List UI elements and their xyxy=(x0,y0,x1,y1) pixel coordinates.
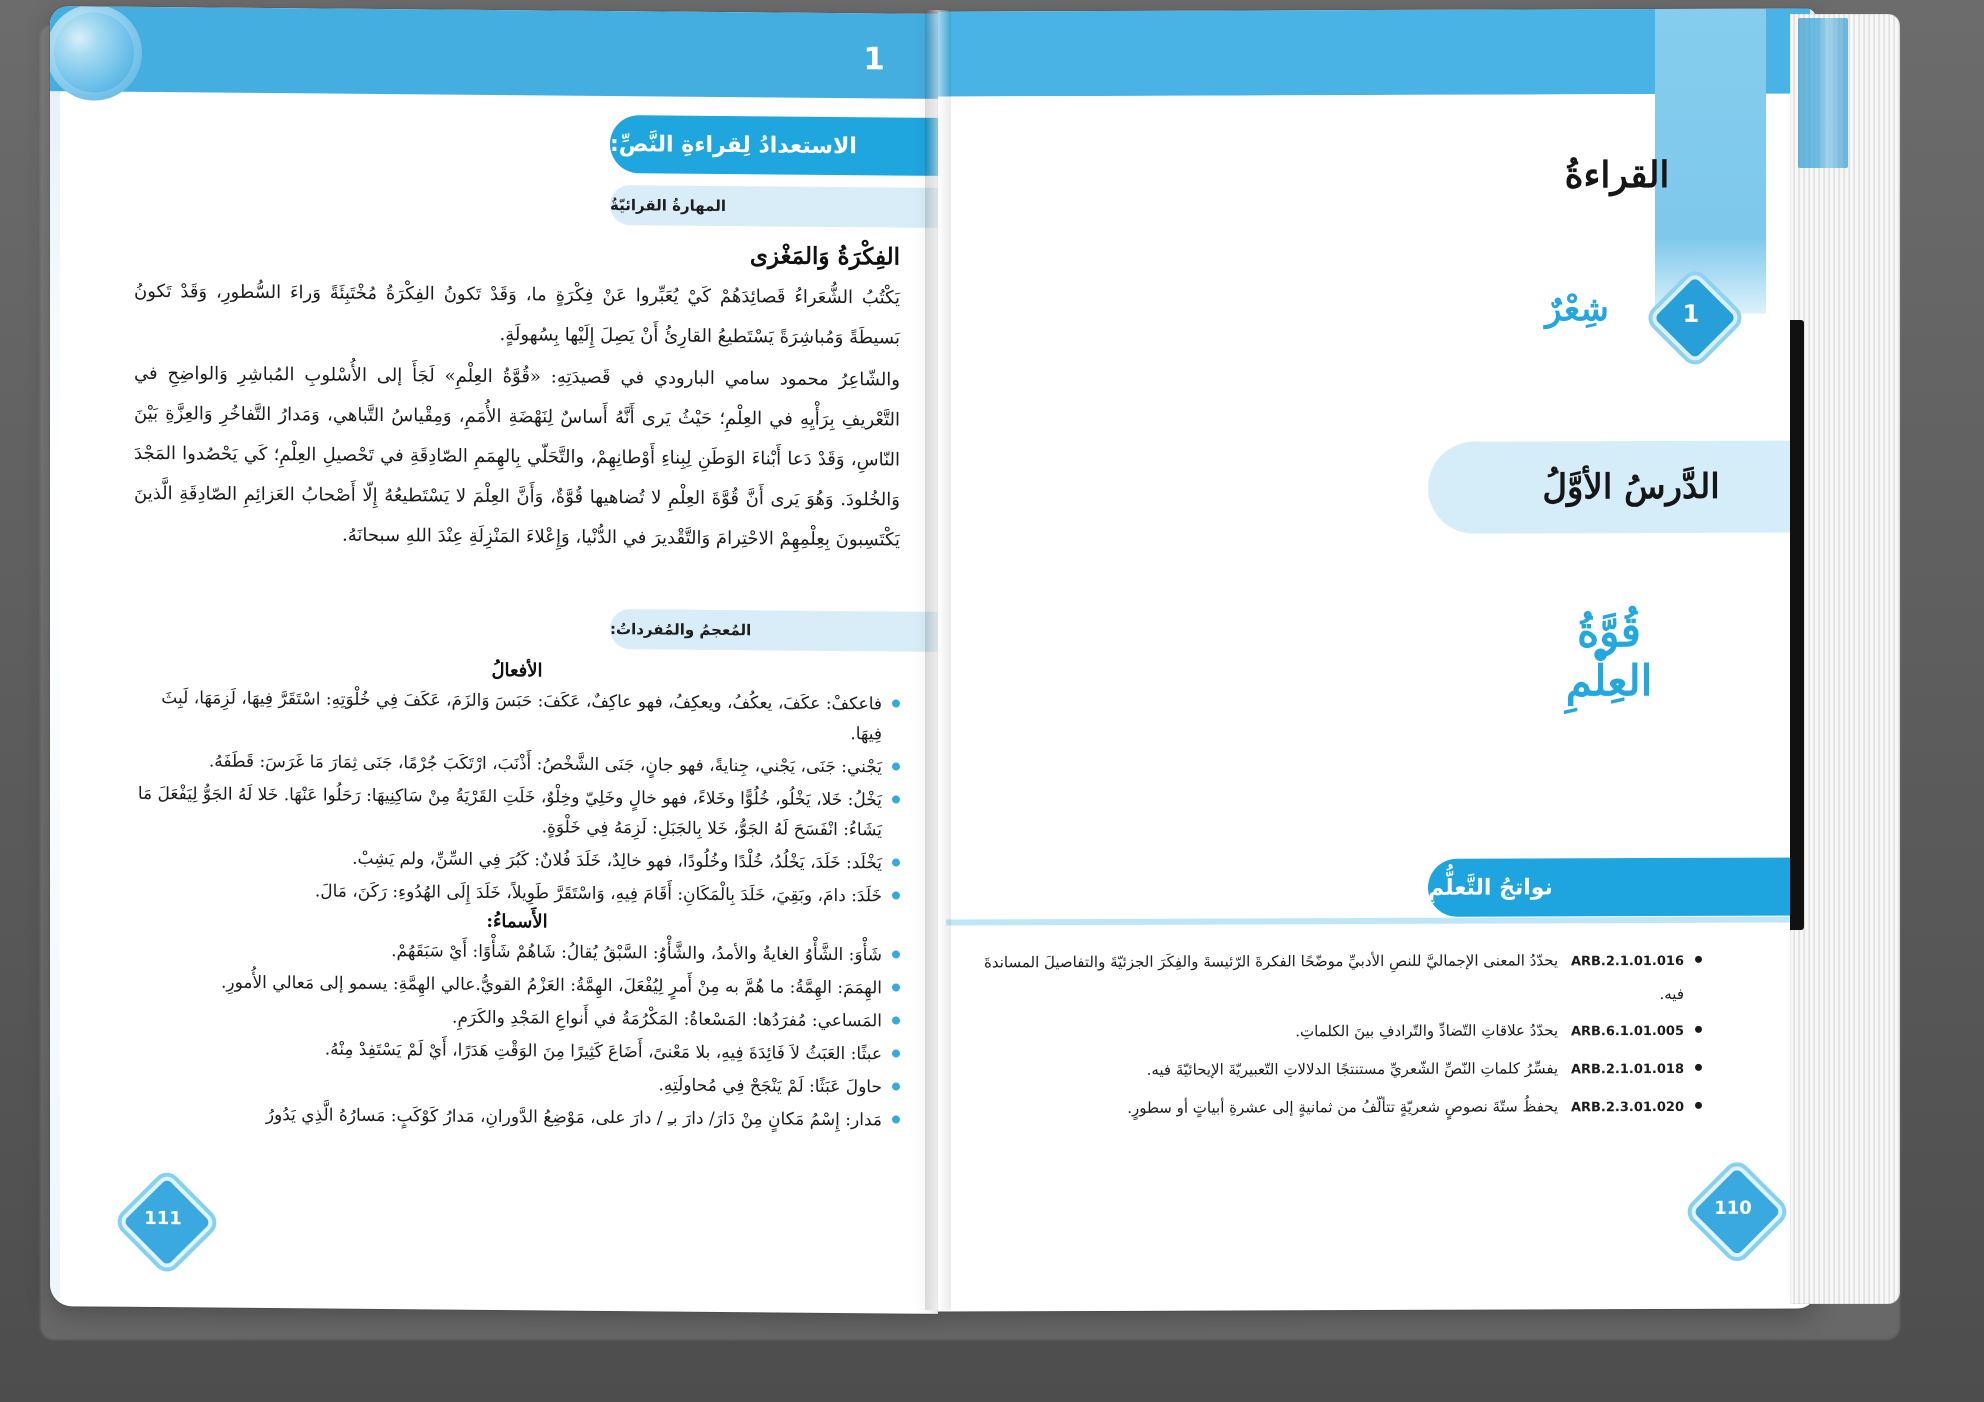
outcome-text-4: يحفظُ ستّةَ نصوصٍ شعريّةٍ تتألّفُ من ثمانيةٍ إلى عشرةِ أبياتٍ أو سطورٍ. xyxy=(1127,1097,1559,1117)
lexicon-heading-text: المُعجمُ والمُفرداتُ: xyxy=(610,620,752,640)
lesson-label: الدَّرسُ الأوَّلُ xyxy=(1542,466,1720,508)
verb-item-2 xyxy=(134,746,900,783)
verb-item-4 xyxy=(134,842,900,879)
bullet-dot-icon xyxy=(892,1115,900,1123)
bullet-dot-icon xyxy=(892,891,900,899)
outcomes-heading-pill xyxy=(1428,857,1816,916)
intro-paragraph-2: والشّاعِرُ محمود سامي البارودي في قَصيدَتِهِ: «قُوَّةُ العِلْمِ» لَجَأَ إلى الأُسْلوبِ المُباشِرِ وَالواضِحِ في التَّعْريفِ بِرَأْيِهِ في العِلْمِ؛ حَيْثُ يَرى أَنَّهُ أَساسٌ لِنَهْضَةِ الأُمَمِ، وَمِقْياسُ التَّباهي، وَمَدارُ التَّفاخُرِ وَالعِزَّةِ بَيْنَ النّاسِ، وَقَدْ دَعا أَبْناءَ الوَطَنِ لِبِناءِ أَوْطانِهِمْ، والتَّحَلّي بِالهِمَمِ الصّادِقَةِ في تَحْصيلِ العِلْمِ؛ كَي يَحْصُدوا المَجْدَ وَالخُلودَ. وَهُوَ يَرى أَنَّ قُوَّةَ العِلْمِ لا تُضاهيها قُوَّةٌ، وَأَنَّ العِلْمَ لا يَسْتَطيعُهُ إِلّا أَصْحابُ العَزائِمِ الصّادِقَةِ الَّذينَ يَكْتَسِبونَ بِعِلْمِهِمْ الاحْتِرامَ وَالتَّقْديرَ في الدُّنْيا، وَإِعْلاءَ المَنْزِلَةِ عِنْدَ اللهِ سبحانَهُ. xyxy=(134,362,900,551)
verb-item-3 xyxy=(134,779,900,846)
bullet-dot-icon xyxy=(892,1049,900,1057)
bullet-dot-icon xyxy=(1695,1102,1702,1109)
outcome-code-3: ARB.2.1.01.018 xyxy=(1570,1061,1684,1078)
skill-heading-text: المهارةُ القرائيّةُ xyxy=(610,196,726,216)
outcome-item-4 xyxy=(978,1090,1702,1127)
verb-text-3: يَخْلُ: خَلا، يَخْلُو، خُلُوًّا وخَلاءً، فهو خالٍ وخَلِيّ وخِلْوٌ، خَلَتِ القَرْيَةُ مِنْ سَاكِنِيهَا: رَحَلُوا عَنْهَا. خَلا لَهُ الجَوُّ لِيَفْعَلَ مَا يَشَاءُ: انْفَسَحَ لَهُ الجَوُّ، خَلا بِالجَبَلِ: لَزِمَهُ فِي خَلْوَةٍ. xyxy=(137,783,882,841)
noun-item-6 xyxy=(134,1099,900,1136)
left-page xyxy=(50,6,938,1314)
outcome-code-2: ARB.6.1.01.005 xyxy=(1570,1023,1684,1040)
left-page-side-stripe xyxy=(50,6,60,1306)
outcome-code-1: ARB.2.1.01.016 xyxy=(1570,953,1684,970)
outcome-code-4: ARB.2.3.01.020 xyxy=(1570,1099,1684,1116)
book-page-edges xyxy=(1790,14,1900,1304)
noun-text-3: المَساعي: مُفرَدُها: المَسْعاةُ: المَكْرُمَةُ في أَنواعِ المَجْدِ والكَرَمِ. xyxy=(452,1007,882,1032)
main-heading-text: الاستعدادُ لِقراءةِ النَّصِّ: xyxy=(610,131,857,159)
main-heading-pill xyxy=(610,115,938,176)
outcome-item-1 xyxy=(978,944,1702,1013)
black-edge-bar xyxy=(1790,320,1804,930)
noun-item-2 xyxy=(134,967,900,1004)
outcome-item-2 xyxy=(978,1014,1702,1051)
left-top-band xyxy=(50,6,938,99)
verb-text-2: يَجْني: جَنَى، يَجْني، جِنايةً، فهو جانٍ، جَنَى الشَّخْصُ: أَذْنَبَ، ارْتَكَبَ جُرْمًا، جَنَى ثِمَارَ مَا غَرَسَ: قَطَفَهُ. xyxy=(208,751,882,778)
noun-item-4 xyxy=(134,1033,900,1070)
poetry-label: شِعْرٌ xyxy=(1545,289,1609,330)
verb-item-1 xyxy=(134,683,900,750)
right-page xyxy=(938,8,1816,1311)
bullet-dot-icon xyxy=(892,1082,900,1090)
section-title: الفِكْرَةُ وَالمَغْزى xyxy=(749,242,900,271)
noun-text-4: عبثًا: العَبَثُ لاَ فَائِدَةَ فِيهِ، بلا مَعْنىً، أَضَاعَ كَثِيرًا مِنَ الوَقْتِ هَدَرًا، أَيْ لَمْ يَسْتَفِدْ مِنْهُ. xyxy=(324,1039,882,1065)
verb-item-5 xyxy=(134,875,900,912)
lesson-pill xyxy=(1428,440,1816,533)
lexicon-heading-pill xyxy=(610,609,938,652)
nouns-list xyxy=(134,934,900,1136)
bullet-dot-icon xyxy=(892,1016,900,1024)
noun-item-5 xyxy=(134,1066,900,1103)
noun-text-5: حاولَ عَبَثًا: لَمْ يَنْجَحْ فِي مُحاولَتِهِ. xyxy=(658,1075,882,1098)
lexicon-section xyxy=(134,657,900,1139)
book-edge-tabs xyxy=(1798,18,1848,168)
verb-text-1: فاعكفْ: عكَفَ، يعكُفُ، ويعكِفُ، فهو عاكِفٌ، عَكَفَ: حَبَسَ وَالزَمَ، عَكَفَ فِي خُلْوَتِهِ: اسْتَقَرَّ فِيهَا، لَزِمَهَا، لَبِثَ فِيهَا. xyxy=(161,688,882,745)
bullet-dot-icon xyxy=(892,699,900,707)
verb-text-5: خَلَدَ: دامَ، وبَقِيَ، خَلَدَ بِالْمَكَانِ: أَقَامَ فِيهِ، وَاسْتَقَرَّ طَوِيلاً، خَلَدَ إِلَى الهُدُوءِ: رَكَنَ، مَالَ. xyxy=(314,881,882,907)
outcomes-underline xyxy=(946,916,1816,925)
chapter-number: 1 xyxy=(863,41,885,78)
bullet-dot-icon xyxy=(1695,1064,1702,1071)
noun-text-1: شَأْوَ: الشَّأْوُ الغايةُ والأمدُ، والشَّأْوُ: السَّبْقُ يُقالُ: شَاهُمْ شَأْوًا: أَيْ سَبَقَهُمْ. xyxy=(391,941,882,966)
verbs-title: الأفعالُ xyxy=(491,659,543,682)
poetry-number: 1 xyxy=(1682,299,1700,328)
bullet-dot-icon xyxy=(892,762,900,770)
bullet-dot-icon xyxy=(1695,1026,1702,1033)
outcomes-heading-text: نواتجُ التَّعلُّمِ xyxy=(1428,874,1553,901)
noun-item-1 xyxy=(134,934,900,971)
bullet-dot-icon xyxy=(1695,956,1702,963)
outcome-text-1: يحدّدُ المعنى الإجماليَّ للنصِ الأدبيِّ موضّحًا الفكرةَ الرّئيسةَ والفِكَرَ الجزئيّةَ والتفاصيلَ المساندةَ فيه. xyxy=(984,951,1684,1004)
outcome-item-3 xyxy=(978,1052,1702,1089)
left-page-number: 111 xyxy=(144,1207,182,1229)
bullet-dot-icon xyxy=(892,950,900,958)
bullet-dot-icon xyxy=(892,858,900,866)
verbs-list xyxy=(134,683,900,912)
noun-text-6: مَدار: إِسْمُ مَكانٍ مِنْ دَارَ/ دارَ بـِ / دارَ على، مَوْضِعُ الدَّورانِ، مَدارُ كَوْكَبٍ: مَسارُهُ الَّذِي يَدُورُ xyxy=(265,1105,882,1131)
noun-item-3 xyxy=(134,1000,900,1037)
outcome-text-3: يفسِّرُ كلماتِ النّصِّ الشّعريِّ مستنتجًا الدلالاتِ التّعبيريّةَ الإيحائيّةَ فيه. xyxy=(1146,1059,1559,1079)
intro-paragraph-1: يَكْتُبُ الشُّعَراءُ قَصائِدَهُمْ كَيْ يُعَبِّروا عَنْ فِكْرَةٍ ما، وَقَدْ تَكونُ الفِكْرَةُ مُخْتَبِئَةً وَراءَ السُّطورِ، وَقَدْ تَكونُ بَسيطَةً وَمُباشِرَةً يَسْتَطيعُ القارِئُ أَنْ يَصِلَ إِلَيْها بِسُهولَةٍ. xyxy=(134,280,900,349)
noun-text-2: الهِمَمَ: الهِمَّةُ: ما هُمَّ به مِنْ أَمرٍ لِيُفْعَلَ، الهِمَّةُ: العَزْمُ القويُّ.عالي الهِمَّةِ: يسمو إلى مَعالي الأُمورِ. xyxy=(220,972,882,999)
verb-text-4: يَخْلَد: خَلَدَ، يَخْلُدُ، خُلْدًا وخُلُودًا، فهو خالِدٌ، خَلَدَ فُلانٌ: كَبُرَ فِي السِّنِّ، ولم يَشِبْ. xyxy=(352,848,882,874)
learning-outcomes-section xyxy=(978,944,1702,1131)
reading-title: القراءةُ xyxy=(1564,153,1670,197)
idea-and-meaning-section xyxy=(134,237,900,563)
learning-outcomes-list xyxy=(978,944,1702,1127)
lesson-title: قُوَّةُ العِلْمِ xyxy=(1565,607,1653,706)
bullet-dot-icon xyxy=(892,983,900,991)
book-spine xyxy=(925,10,951,1310)
bullet-dot-icon xyxy=(892,795,900,803)
outcome-text-2: يحدّدُ علاقاتِ التّضادِّ والتّرادفِ بينَ الكلماتِ. xyxy=(1295,1021,1559,1041)
skill-heading-pill xyxy=(610,185,938,228)
nouns-title: الأَسماءُ: xyxy=(486,910,548,933)
right-page-number: 110 xyxy=(1714,1197,1752,1219)
